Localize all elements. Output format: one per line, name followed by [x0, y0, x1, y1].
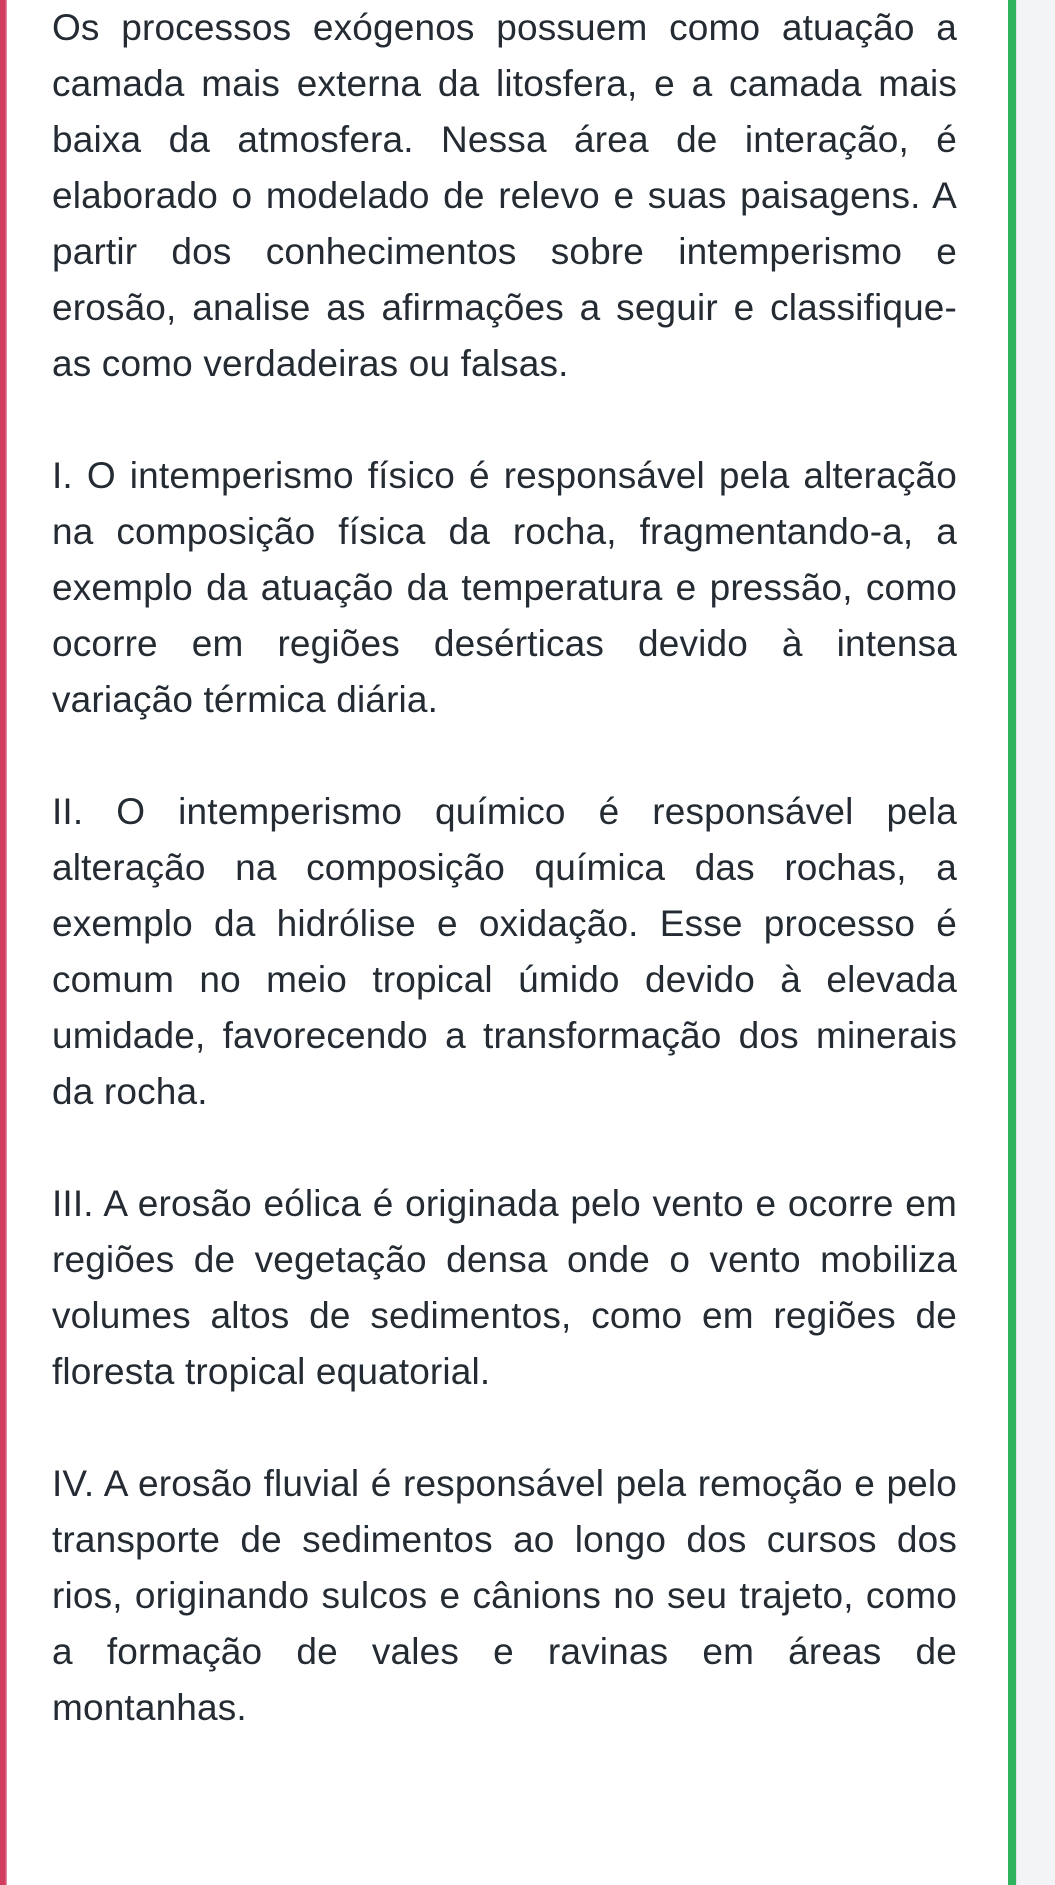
- statement-iv: IV. A erosão fluvial é responsável pela remoção e pelo transporte de sedimentos ao longo dos cursos dos rios, originando sulcos e cânions no seu trajeto, como a formação de vales e ravinas em áreas de montanhas.: [52, 1463, 957, 1728]
- right-divider: [1008, 0, 1016, 1885]
- statement-ii: II. O intemperismo químico é responsável pela alteração na composição química das rochas, a exemplo da hidrólise e oxidação. Esse processo é comum no meio tropical úmido devido à elevada umidade, favorecendo a transformação dos minerais da rocha.: [52, 791, 957, 1112]
- statement-i: I. O intemperismo físico é responsável pela alteração na composição física da rocha, fragmentando-a, a exemplo da atuação da temperatura e pressão, como ocorre em regiões desérticas devido à intensa variação térmica diária.: [52, 455, 957, 720]
- question-text: [52, 0, 957, 1736]
- question-intro: Os processos exógenos possuem como atuação a camada mais externa da litosfera, e a camada mais baixa da atmosfera. Nessa área de interação, é elaborado o modelado de relevo e suas paisagens. A partir dos conhecimentos sobre intemperismo e erosão, analise as afirmações a seguir e classifique-as como verdadeiras ou falsas.: [52, 7, 957, 384]
- statement-iii: III. A erosão eólica é originada pelo vento e ocorre em regiões de vegetação densa onde o vento mobiliza volumes altos de sedimentos, como em regiões de floresta tropical equatorial.: [52, 1183, 957, 1392]
- left-accent-bar: [0, 0, 7, 1885]
- side-rail: [1016, 0, 1055, 1885]
